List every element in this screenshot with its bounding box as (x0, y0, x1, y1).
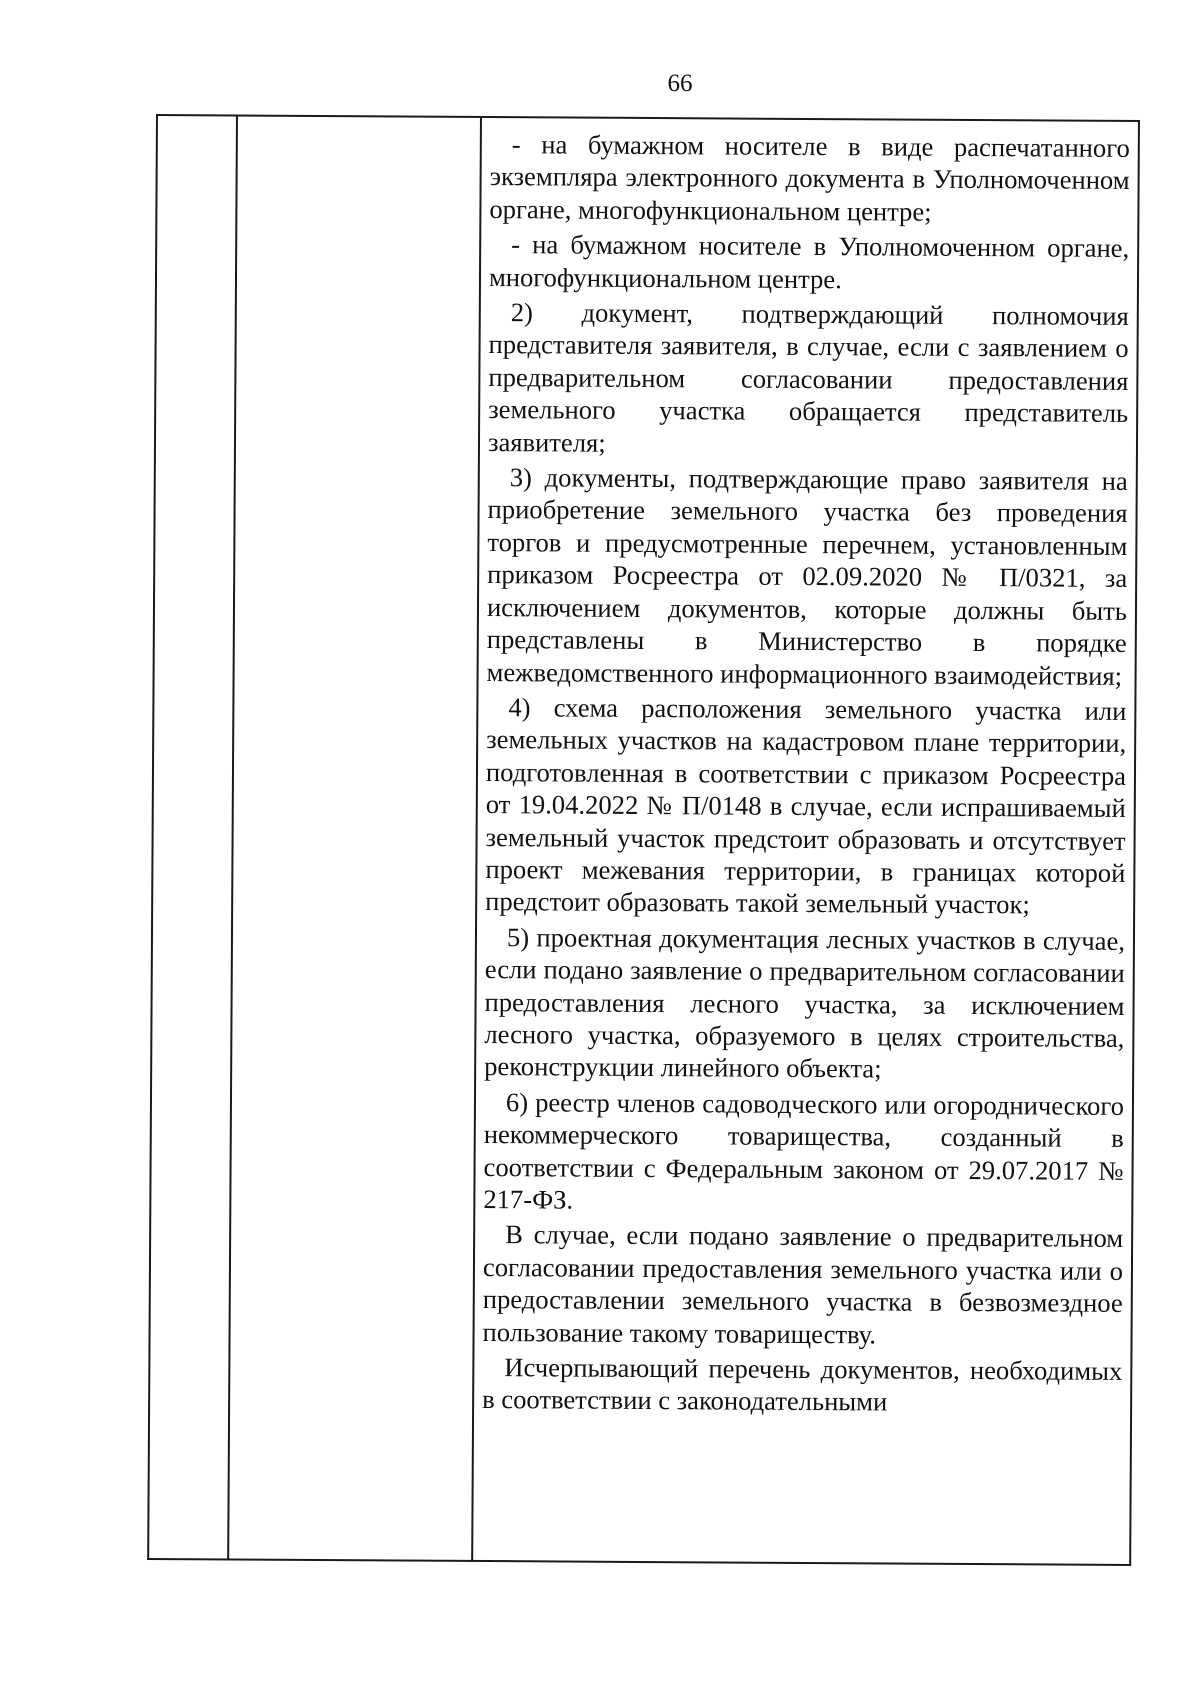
paragraph-item-5: 5) проектная документация лесных участков в случае, если подано заявление о предварительном согласовании предоставления лесного участка, за исключением лесного участка, образуемого в целях строительства, реконструкции линейного объекта; (484, 921, 1126, 1084)
table-bottom-border (147, 1558, 1131, 1566)
paragraph-exhaustive-list: Исчерпывающий перечень документов, необходимых в соответствии с законодательными (482, 1352, 1123, 1417)
paragraph-item-3: 3) документы, подтверждающие право заявителя на приобретение земельного участка без проведения торгов и предусмотренные перечнем, установленным приказом Росреестра от 02.09.2020 № П/0321, за исключением документов, которые должны быть представлены в Министерство в порядке межведомственного информационного взаимодействия; (486, 462, 1128, 691)
table-right-border (1129, 120, 1140, 1566)
requirements-cell (482, 128, 1130, 1423)
paragraph-item-2: 2) документ, подтверждающий полномочия представителя заявителя, в случае, если с заявлением о предварительном согласовании предоставления земельного участка обращается представитель заявителя; (487, 297, 1129, 458)
paragraph-paper-copy-electronic: - на бумажном носителе в виде распечатанного экземпляра электронного документа в Уполномоченном органе, многофункциональном центре; (489, 129, 1130, 227)
paragraph-item-6: 6) реестр членов садоводческого или огороднического некоммерческого товарищества, созданный в соответствии с Федеральным законом от 29.07.2017 № 217-ФЗ. (483, 1086, 1125, 1215)
paragraph-partnership-case: В случае, если подано заявление о предварительном согласовании предоставления земельного участка или о предоставлении земельного участка в безвозмездное пользование такому товариществу. (482, 1219, 1124, 1350)
document-table (147, 114, 1140, 1566)
column-divider-2 (471, 116, 482, 1562)
page-number: 66 (667, 70, 693, 97)
paragraph-item-4: 4) схема расположения земельного участка или земельных участков на кадастровом плане территории, подготовленная в соответствии с приказом Росреестра от 19.04.2022 № П/0148 в случае, если испрашиваемый земельный участок предстоит образовать и отсутствует проект межевания территории, в границах которой предстоит образовать такой земельный участок; (485, 692, 1127, 920)
table-left-border (147, 114, 158, 1560)
column-divider-1 (227, 114, 238, 1560)
table-top-border (156, 114, 1140, 122)
paragraph-paper-medium: - на бумажном носителе в Уполномоченном органе, многофункциональном центре. (488, 229, 1130, 294)
